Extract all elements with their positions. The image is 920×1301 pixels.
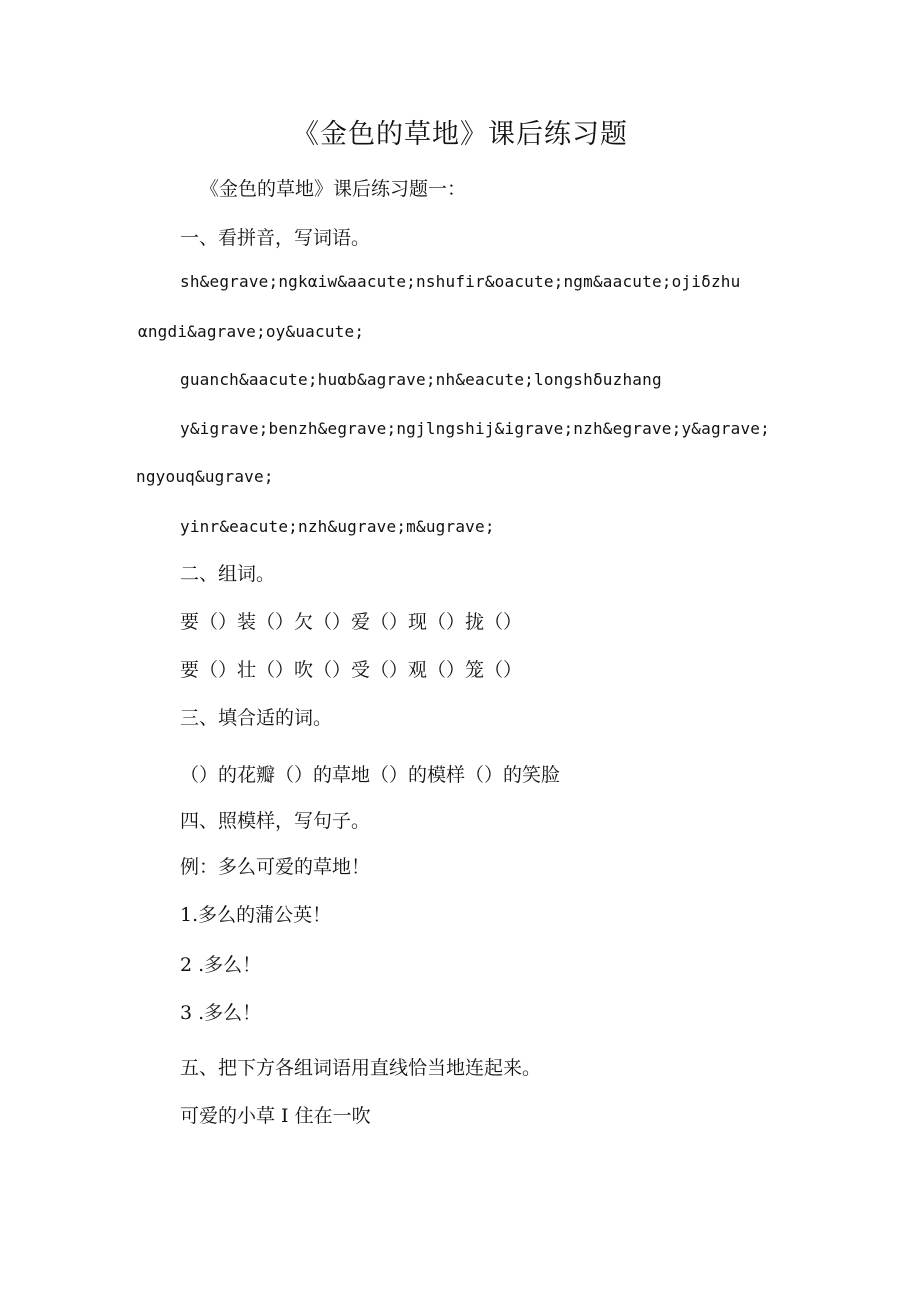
word-group-row: 要（）壮（）吹（）受（）观（）笼（）: [180, 659, 523, 681]
sentence-item: 3 .多么！: [180, 1002, 262, 1024]
matching-line: 可爱的小草 I 住在一吹: [180, 1105, 371, 1127]
pinyin-line: yinr&eacute;nzh&ugrave;m&ugrave;: [180, 517, 495, 536]
section5-heading: 五、把下方各组词语用直线恰当地连起来。: [180, 1057, 542, 1079]
sentence-item: 1.多么的蒲公英！: [180, 904, 332, 926]
pinyin-line: guanch&aacute;huαb&agrave;nh&eacute;longshδuzhang: [180, 370, 662, 389]
section2-heading: 二、组词。: [180, 563, 276, 585]
section1-heading: 一、看拼音，写词语。: [180, 227, 371, 249]
page-title: 《金色的草地》课后练习题: [292, 119, 628, 150]
pinyin-line: αngdi&agrave;oy&uacute;: [138, 322, 365, 341]
section4-heading: 四、照模样，写句子。: [180, 810, 371, 832]
example-sentence: 例：多么可爱的草地！: [180, 856, 371, 878]
word-group-row: 要（）装（）欠（）爱（）现（）拢（）: [180, 611, 523, 633]
pinyin-line: sh&egrave;ngkαiw&aacute;nshufir&oacute;ngm&aacute;ojiδzhu: [180, 272, 741, 291]
subtitle: 《金色的草地》课后练习题一：: [200, 178, 467, 200]
pinyin-line: y&igrave;benzh&egrave;ngjlngshij&igrave;nzh&egrave;y&agrave;: [180, 419, 770, 438]
sentence-item: 2 .多么！: [180, 954, 262, 976]
pinyin-line: ngyouq&ugrave;: [136, 467, 274, 486]
section3-heading: 三、填合适的词。: [180, 707, 333, 729]
fill-in-line: （）的花瓣（）的草地（）的模样（）的笑脸: [180, 764, 561, 786]
